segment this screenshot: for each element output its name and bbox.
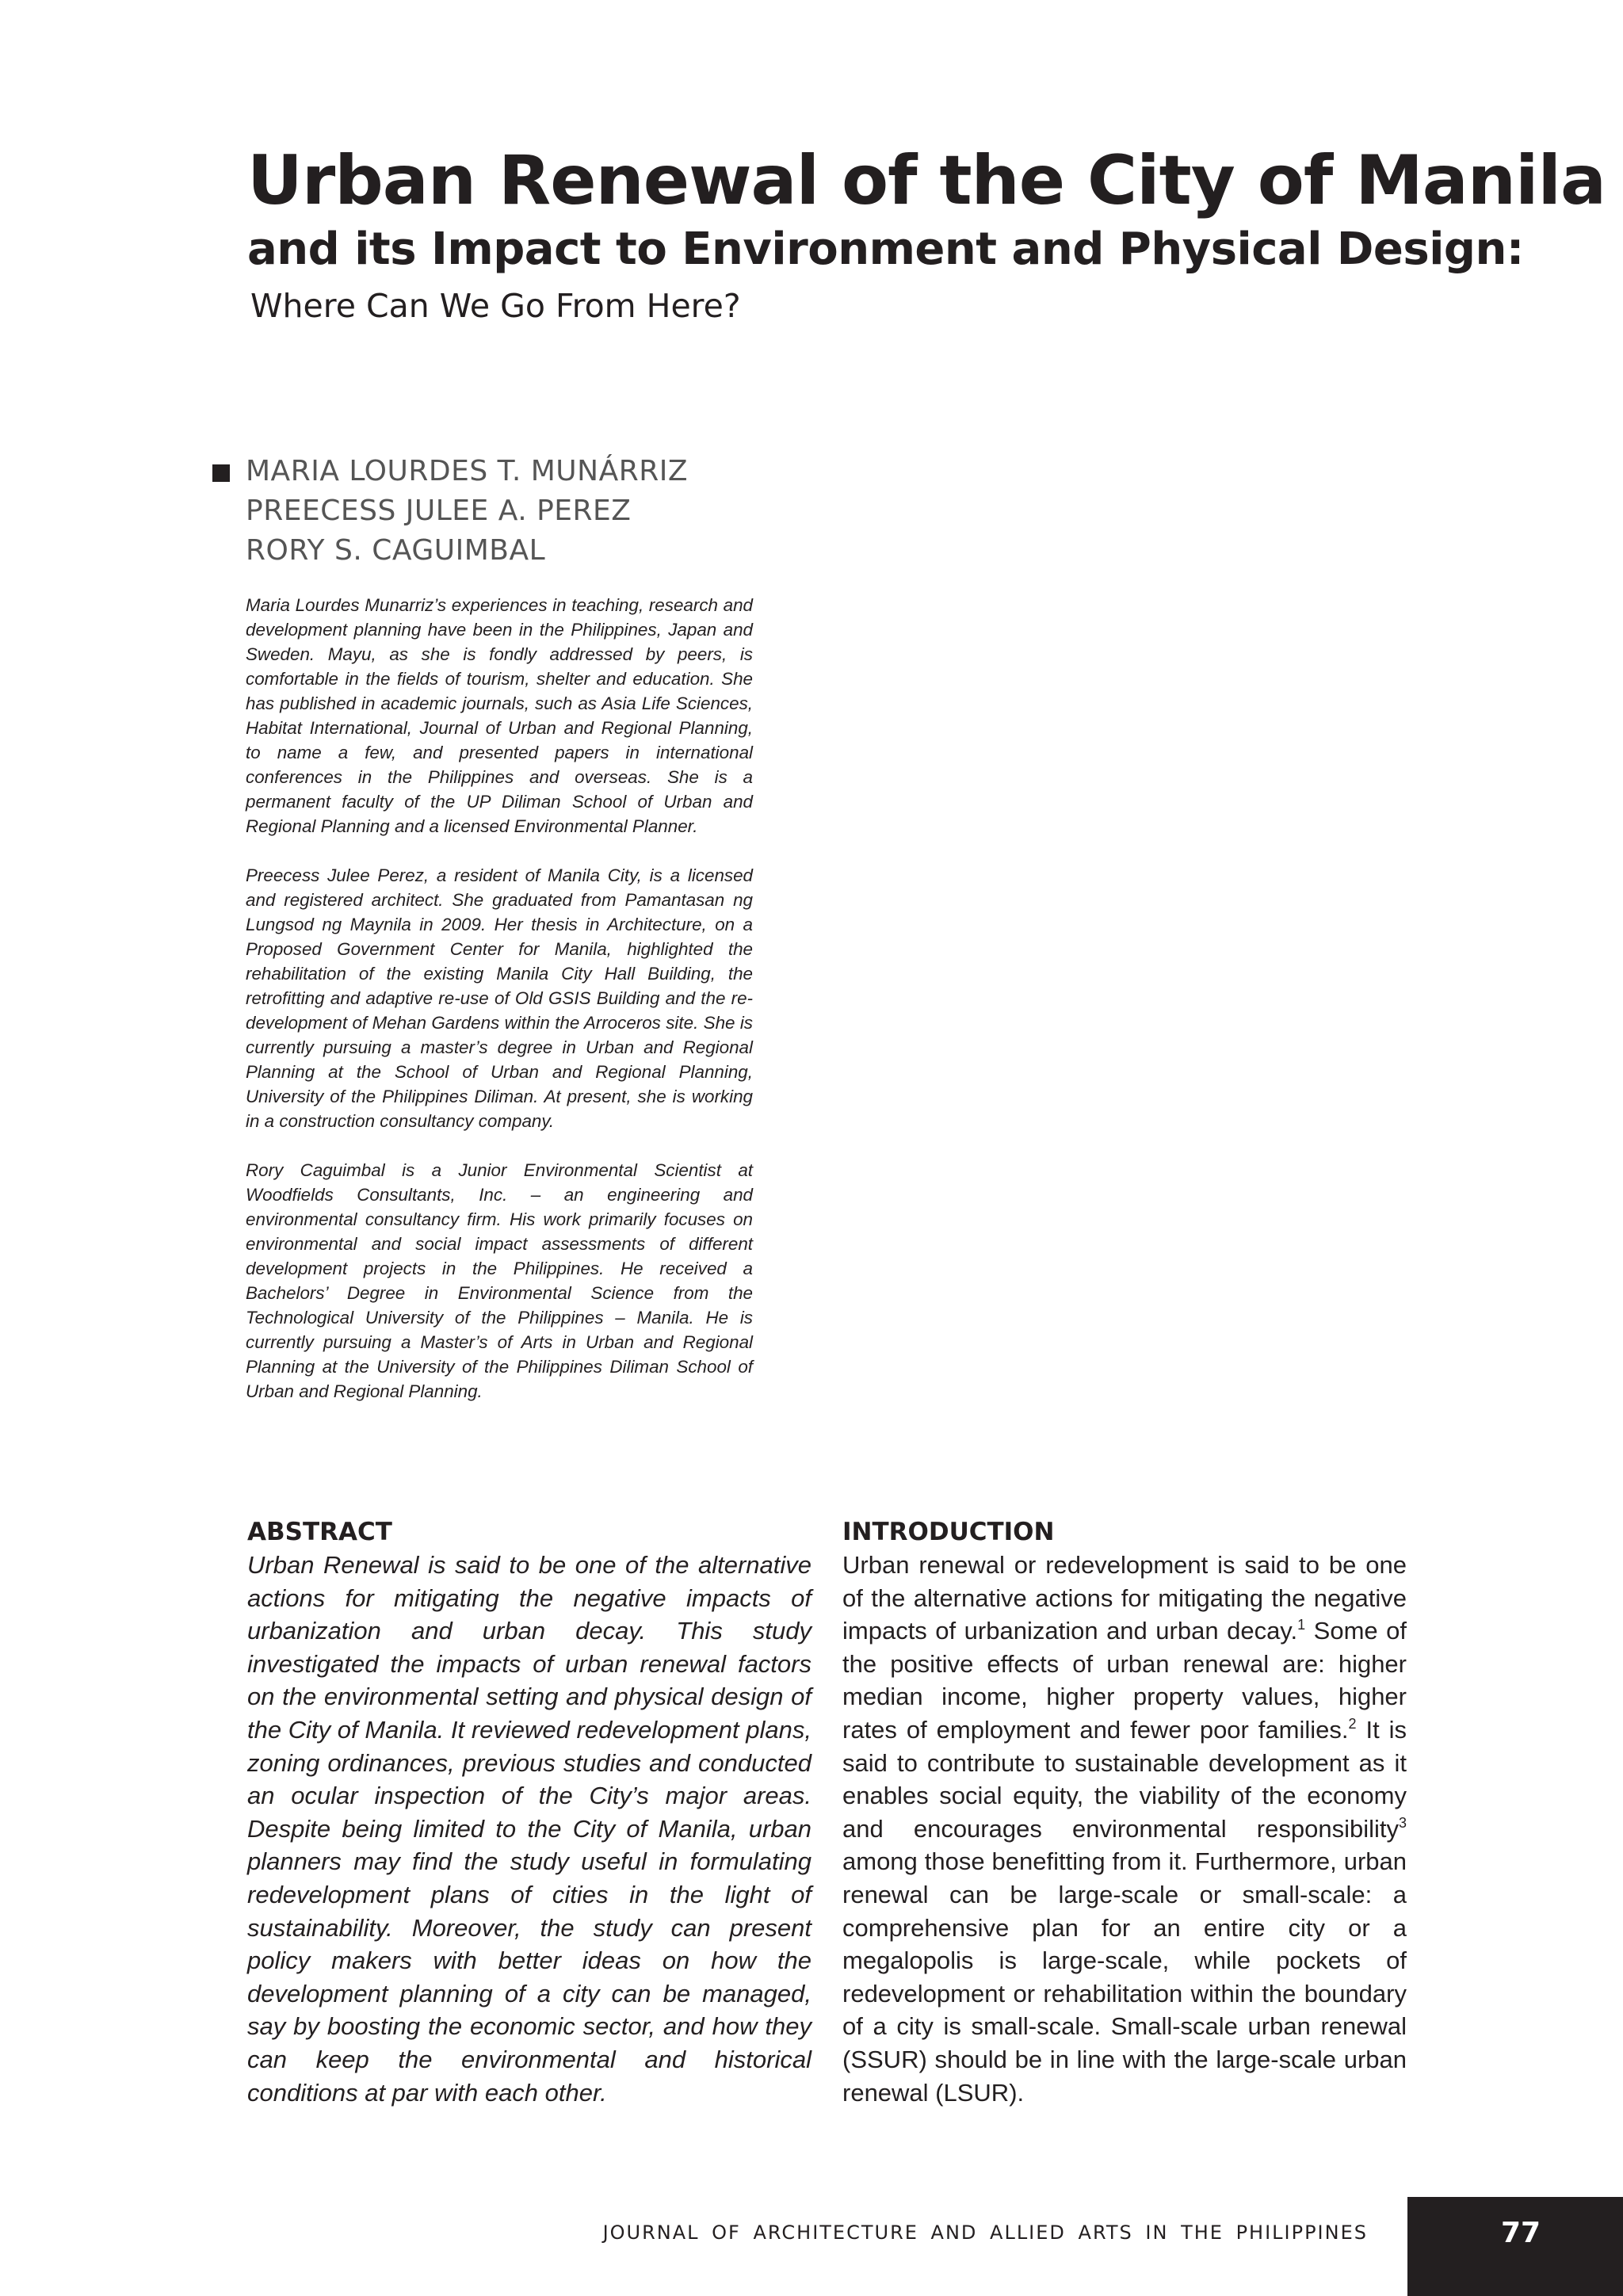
- author-name: RORY S. CAGUIMBAL: [246, 534, 546, 567]
- abstract-text: Urban Renewal is said to be one of the alternative actions for mitigating the negative impacts of urbanization and urban decay. This study investigated the impacts of urban renewal factors on the environmental setting and physical design of the City of Manila. It reviewed redevelopment plans, zoning ordinances, previous studies and conducted an ocular inspection of the City’s major areas. Despite being limited to the City of Manila, urban planners may find the study useful in formulating redevelopment plans of cities in the light of sustainability. Moreover, the study can present policy makers with better ideas on how the development planning of a city can be managed, say by boosting the economic sector, and how they can keep the environmental and historical conditions at par with each other.: [247, 1551, 812, 2107]
- page-number: 77: [1501, 2217, 1541, 2249]
- footnote-ref[interactable]: 1: [1297, 1617, 1306, 1633]
- abstract-section: [247, 1515, 812, 2109]
- article-title: Urban Renewal of the City of Manila: [247, 141, 1606, 220]
- author-name: MARIA LOURDES T. MUNÁRRIZ: [246, 455, 689, 487]
- introduction-section: [842, 1515, 1407, 2109]
- intro-text-part: It is said to contribute to sustainable development as it enables social equity, the viability of the economy and encourages environmental responsibility: [842, 1715, 1407, 1843]
- author-list: [246, 452, 688, 571]
- author-bio: Maria Lourdes Munarriz’s experiences in teaching, research and development planning have been in the Philippines, Japan and Sweden. Mayu, as she is fondly addressed by peers, is comfortable in the fields of tourism, shelter and education. She has published in academic journals, such as Asia Life Sciences, Habitat International, Journal of Urban and Regional Planning, to name a few, and presented papers in international conferences in the Philippines and overseas. She is a permanent faculty of the UP Diliman School of Urban and Regional Planning and a licensed Environmental Planner.: [246, 595, 753, 836]
- author-bullet-square-icon: [212, 464, 230, 482]
- journal-name: JOURNAL OF ARCHITECTURE AND ALLIED ARTS IN THE PHILIPPINES: [602, 2222, 1368, 2244]
- intro-text-part: Urban renewal or redevelopment is said to be one of the alternative actions for mitigating the negative impacts of urbanization and urban decay.: [842, 1551, 1407, 1645]
- footnote-ref[interactable]: 3: [1398, 1814, 1407, 1831]
- author-block: [212, 452, 688, 571]
- introduction-heading: INTRODUCTION: [842, 1518, 1055, 1546]
- author-name: PREECESS JULEE A. PEREZ: [246, 495, 632, 527]
- abstract-heading: ABSTRACT: [247, 1518, 392, 1546]
- article-question: Where Can We Go From Here?: [250, 287, 741, 325]
- author-bios: [246, 593, 753, 1428]
- title-block: [247, 141, 1606, 330]
- article-subtitle: and its Impact to Environment and Physical Design:: [247, 223, 1524, 275]
- intro-text-part: Some of the positive effects of urban renewal are: higher median income, higher property values, higher rates of employment and fewer poor families.: [842, 1617, 1407, 1744]
- author-bio: Rory Caguimbal is a Junior Environmental Scientist at Woodfields Consultants, Inc. – an engineering and environmental consultancy firm. His work primarily focuses on environmental and social impact assessments of different development projects in the Philippines. He received a Bachelors’ Degree in Environmental Science from the Technological University of the Philippines – Manila. He is currently pursuing a Master’s of Arts in Urban and Regional Planning at the University of the Philippines Diliman School of Urban and Regional Planning.: [246, 1160, 753, 1401]
- introduction-text: [842, 1549, 1407, 2109]
- author-bio: Preecess Julee Perez, a resident of Manila City, is a licensed and registered architect. She graduated from Pamantasan ng Lungsod ng Maynila in 2009. Her thesis in Architecture, on a Proposed Government Center for Manila, highlighted the rehabilitation of the existing Manila City Hall Building, the retrofitting and adaptive re-use of Old GSIS Building and the re-development of Mehan Gardens within the Arroceros site. She is currently pursuing a master’s degree in Urban and Regional Planning at the School of Urban and Regional Planning, University of the Philippines Diliman. At present, she is working in a construction consultancy company.: [246, 865, 753, 1131]
- intro-text-part: among those benefitting from it. Furthermore, urban renewal can be large-scale or small-scale: a comprehensive plan for an entire city or a megalopolis is large-scale, while pockets of redevelopment or rehabilitation within the boundary of a city is small-scale. Small-scale urban renewal (SSUR) should be in line with the large-scale urban renewal (LSUR).: [842, 1847, 1407, 2107]
- footnote-ref[interactable]: 2: [1348, 1715, 1357, 1732]
